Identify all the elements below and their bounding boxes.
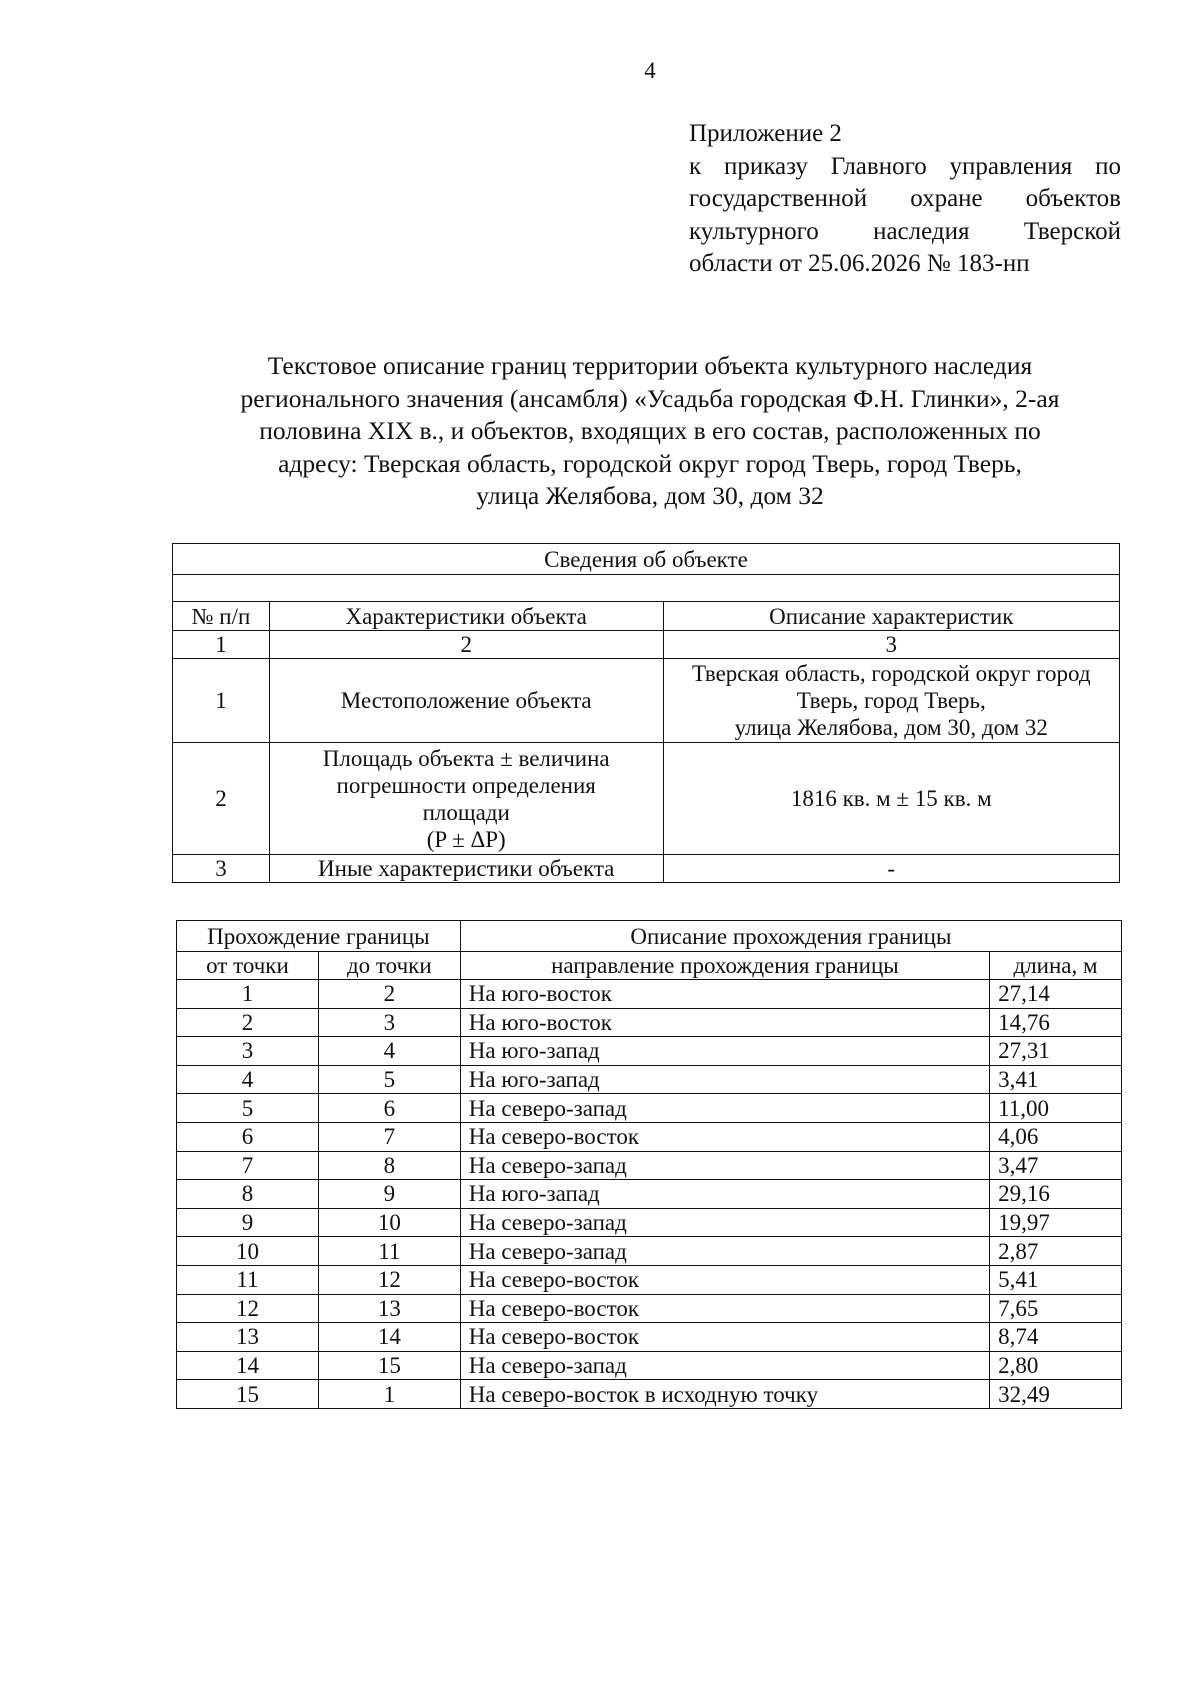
- page-number: 4: [644, 58, 656, 83]
- table-row: [177, 1237, 1122, 1266]
- table-row: [177, 1094, 1122, 1123]
- point-to-cell: 6: [318, 1094, 460, 1123]
- point-to-cell: 11: [318, 1237, 460, 1266]
- column-number-cell: 3: [663, 631, 1119, 659]
- title-line: адресу: Тверская область, городской округ город Тверь, город Тверь,: [278, 448, 1022, 478]
- subheader-direction: направление прохождения границы: [460, 952, 989, 980]
- direction-cell: На северо-восток: [460, 1323, 989, 1352]
- direction-cell: На северо-запад: [460, 1208, 989, 1237]
- appendix-line: культурного наследия Тверской: [689, 217, 1121, 245]
- route-header-left: Прохождение границы: [177, 921, 461, 952]
- point-to-cell: 13: [318, 1294, 460, 1323]
- point-to-cell: 7: [318, 1122, 460, 1151]
- appendix-block: [689, 118, 1121, 281]
- characteristic-cell: [269, 743, 663, 855]
- table-row: [177, 1151, 1122, 1180]
- point-to-cell: 2: [318, 980, 460, 1009]
- point-from-cell: 14: [177, 1351, 319, 1380]
- length-cell: 5,41: [990, 1265, 1122, 1294]
- length-cell: 2,80: [990, 1351, 1122, 1380]
- length-cell: 8,74: [990, 1323, 1122, 1352]
- point-to-cell: 10: [318, 1208, 460, 1237]
- description-line: Тверь, город Тверь,: [796, 688, 986, 713]
- row-number-cell: 3: [173, 855, 270, 883]
- point-from-cell: 11: [177, 1265, 319, 1294]
- table-row: [177, 1037, 1122, 1066]
- point-to-cell: 5: [318, 1065, 460, 1094]
- document-title: [130, 350, 1170, 513]
- characteristic-line: (P ± ΔP): [426, 826, 506, 852]
- direction-cell: На юго-запад: [460, 1065, 989, 1094]
- length-cell: 3,47: [990, 1151, 1122, 1180]
- direction-cell: На северо-восток: [460, 1294, 989, 1323]
- description-cell: 1816 кв. м ± 15 кв. м: [663, 743, 1119, 855]
- point-to-cell: 15: [318, 1351, 460, 1380]
- description-cell: -: [663, 855, 1119, 883]
- point-from-cell: 5: [177, 1094, 319, 1123]
- characteristic-cell: Местоположение объекта: [269, 659, 663, 743]
- characteristic-line: площади: [422, 799, 510, 825]
- point-to-cell: 3: [318, 1008, 460, 1037]
- table-row: [177, 1065, 1122, 1094]
- point-to-cell: 8: [318, 1151, 460, 1180]
- header-cell: № п/п: [173, 602, 270, 631]
- appendix-line: государственной охране объектов: [689, 185, 1121, 212]
- object-info-table: [172, 543, 1120, 883]
- appendix-line: к приказу Главного управления по: [689, 152, 1121, 180]
- characteristic-line: Площадь объекта ± величина: [322, 745, 610, 771]
- point-from-cell: 7: [177, 1151, 319, 1180]
- table-row: [173, 659, 1120, 743]
- length-cell: 29,16: [990, 1180, 1122, 1209]
- route-header-right: Описание прохождения границы: [460, 921, 1121, 952]
- point-from-cell: 3: [177, 1037, 319, 1066]
- length-cell: 14,76: [990, 1008, 1122, 1037]
- point-from-cell: 10: [177, 1237, 319, 1266]
- table-row: [177, 1323, 1122, 1352]
- column-number-cell: 1: [173, 631, 270, 659]
- header-cell: Характеристики объекта: [269, 602, 663, 631]
- point-from-cell: 4: [177, 1065, 319, 1094]
- point-to-cell: 14: [318, 1323, 460, 1352]
- description-cell: [663, 659, 1119, 743]
- direction-cell: На северо-запад: [460, 1237, 989, 1266]
- length-cell: 3,41: [990, 1065, 1122, 1094]
- subheader-to: до точки: [318, 952, 460, 980]
- direction-cell: На юго-восток: [460, 980, 989, 1009]
- empty-row: [173, 575, 1120, 602]
- length-cell: 11,00: [990, 1094, 1122, 1123]
- point-to-cell: 9: [318, 1180, 460, 1209]
- title-line: регионального значения (ансамбля) «Усадьба городская Ф.Н. Глинки», 2-ая: [240, 383, 1060, 413]
- length-cell: 4,06: [990, 1122, 1122, 1151]
- object-table-caption: Сведения об объекте: [173, 544, 1120, 575]
- header-cell: Описание характеристик: [663, 602, 1119, 631]
- table-row: [177, 1122, 1122, 1151]
- title-line: улица Желябова, дом 30, дом 32: [476, 481, 824, 510]
- table-row: [177, 980, 1122, 1009]
- boundary-route-table: [176, 920, 1122, 1409]
- title-line: половина XIX в., и объектов, входящих в его состав, расположенных по: [259, 416, 1041, 445]
- point-to-cell: 1: [318, 1380, 460, 1409]
- point-from-cell: 1: [177, 980, 319, 1009]
- table-row: [173, 855, 1120, 883]
- direction-cell: На юго-восток: [460, 1008, 989, 1037]
- point-from-cell: 6: [177, 1122, 319, 1151]
- direction-cell: На юго-запад: [460, 1037, 989, 1066]
- appendix-line: Приложение 2: [689, 120, 842, 147]
- row-number-cell: 2: [173, 743, 270, 855]
- row-number-cell: 1: [173, 659, 270, 743]
- direction-cell: На юго-запад: [460, 1180, 989, 1209]
- table-row: [177, 1265, 1122, 1294]
- subheader-length: длина, м: [990, 952, 1122, 980]
- characteristic-line: погрешности определения: [336, 772, 596, 798]
- table-row: [177, 1380, 1122, 1409]
- table-row: [177, 1294, 1122, 1323]
- table-row: [177, 1008, 1122, 1037]
- point-from-cell: 15: [177, 1380, 319, 1409]
- appendix-line: области от 25.06.2026 № 183-нп: [689, 250, 1030, 277]
- length-cell: 19,97: [990, 1208, 1122, 1237]
- description-line: улица Желябова, дом 30, дом 32: [734, 715, 1048, 740]
- direction-cell: На северо-запад: [460, 1151, 989, 1180]
- description-line: Тверская область, городской округ город: [691, 661, 1091, 686]
- direction-cell: На северо-восток в исходную точку: [460, 1380, 989, 1409]
- table-row: [177, 1180, 1122, 1209]
- column-number-cell: 2: [269, 631, 663, 659]
- point-from-cell: 8: [177, 1180, 319, 1209]
- length-cell: 27,31: [990, 1037, 1122, 1066]
- table-row: [177, 1351, 1122, 1380]
- title-line: Текстовое описание границ территории объекта культурного наследия: [267, 351, 1033, 380]
- point-from-cell: 13: [177, 1323, 319, 1352]
- characteristic-cell: Иные характеристики объекта: [269, 855, 663, 883]
- point-from-cell: 12: [177, 1294, 319, 1323]
- direction-cell: На северо-восток: [460, 1265, 989, 1294]
- direction-cell: На северо-запад: [460, 1351, 989, 1380]
- table-row: [177, 1208, 1122, 1237]
- point-from-cell: 2: [177, 1008, 319, 1037]
- direction-cell: На северо-восток: [460, 1122, 989, 1151]
- point-to-cell: 12: [318, 1265, 460, 1294]
- direction-cell: На северо-запад: [460, 1094, 989, 1123]
- route-table-body: [177, 980, 1122, 1409]
- length-cell: 2,87: [990, 1237, 1122, 1266]
- length-cell: 27,14: [990, 980, 1122, 1009]
- subheader-from: от точки: [177, 952, 319, 980]
- length-cell: 32,49: [990, 1380, 1122, 1409]
- point-to-cell: 4: [318, 1037, 460, 1066]
- length-cell: 7,65: [990, 1294, 1122, 1323]
- point-from-cell: 9: [177, 1208, 319, 1237]
- table-row: [173, 743, 1120, 855]
